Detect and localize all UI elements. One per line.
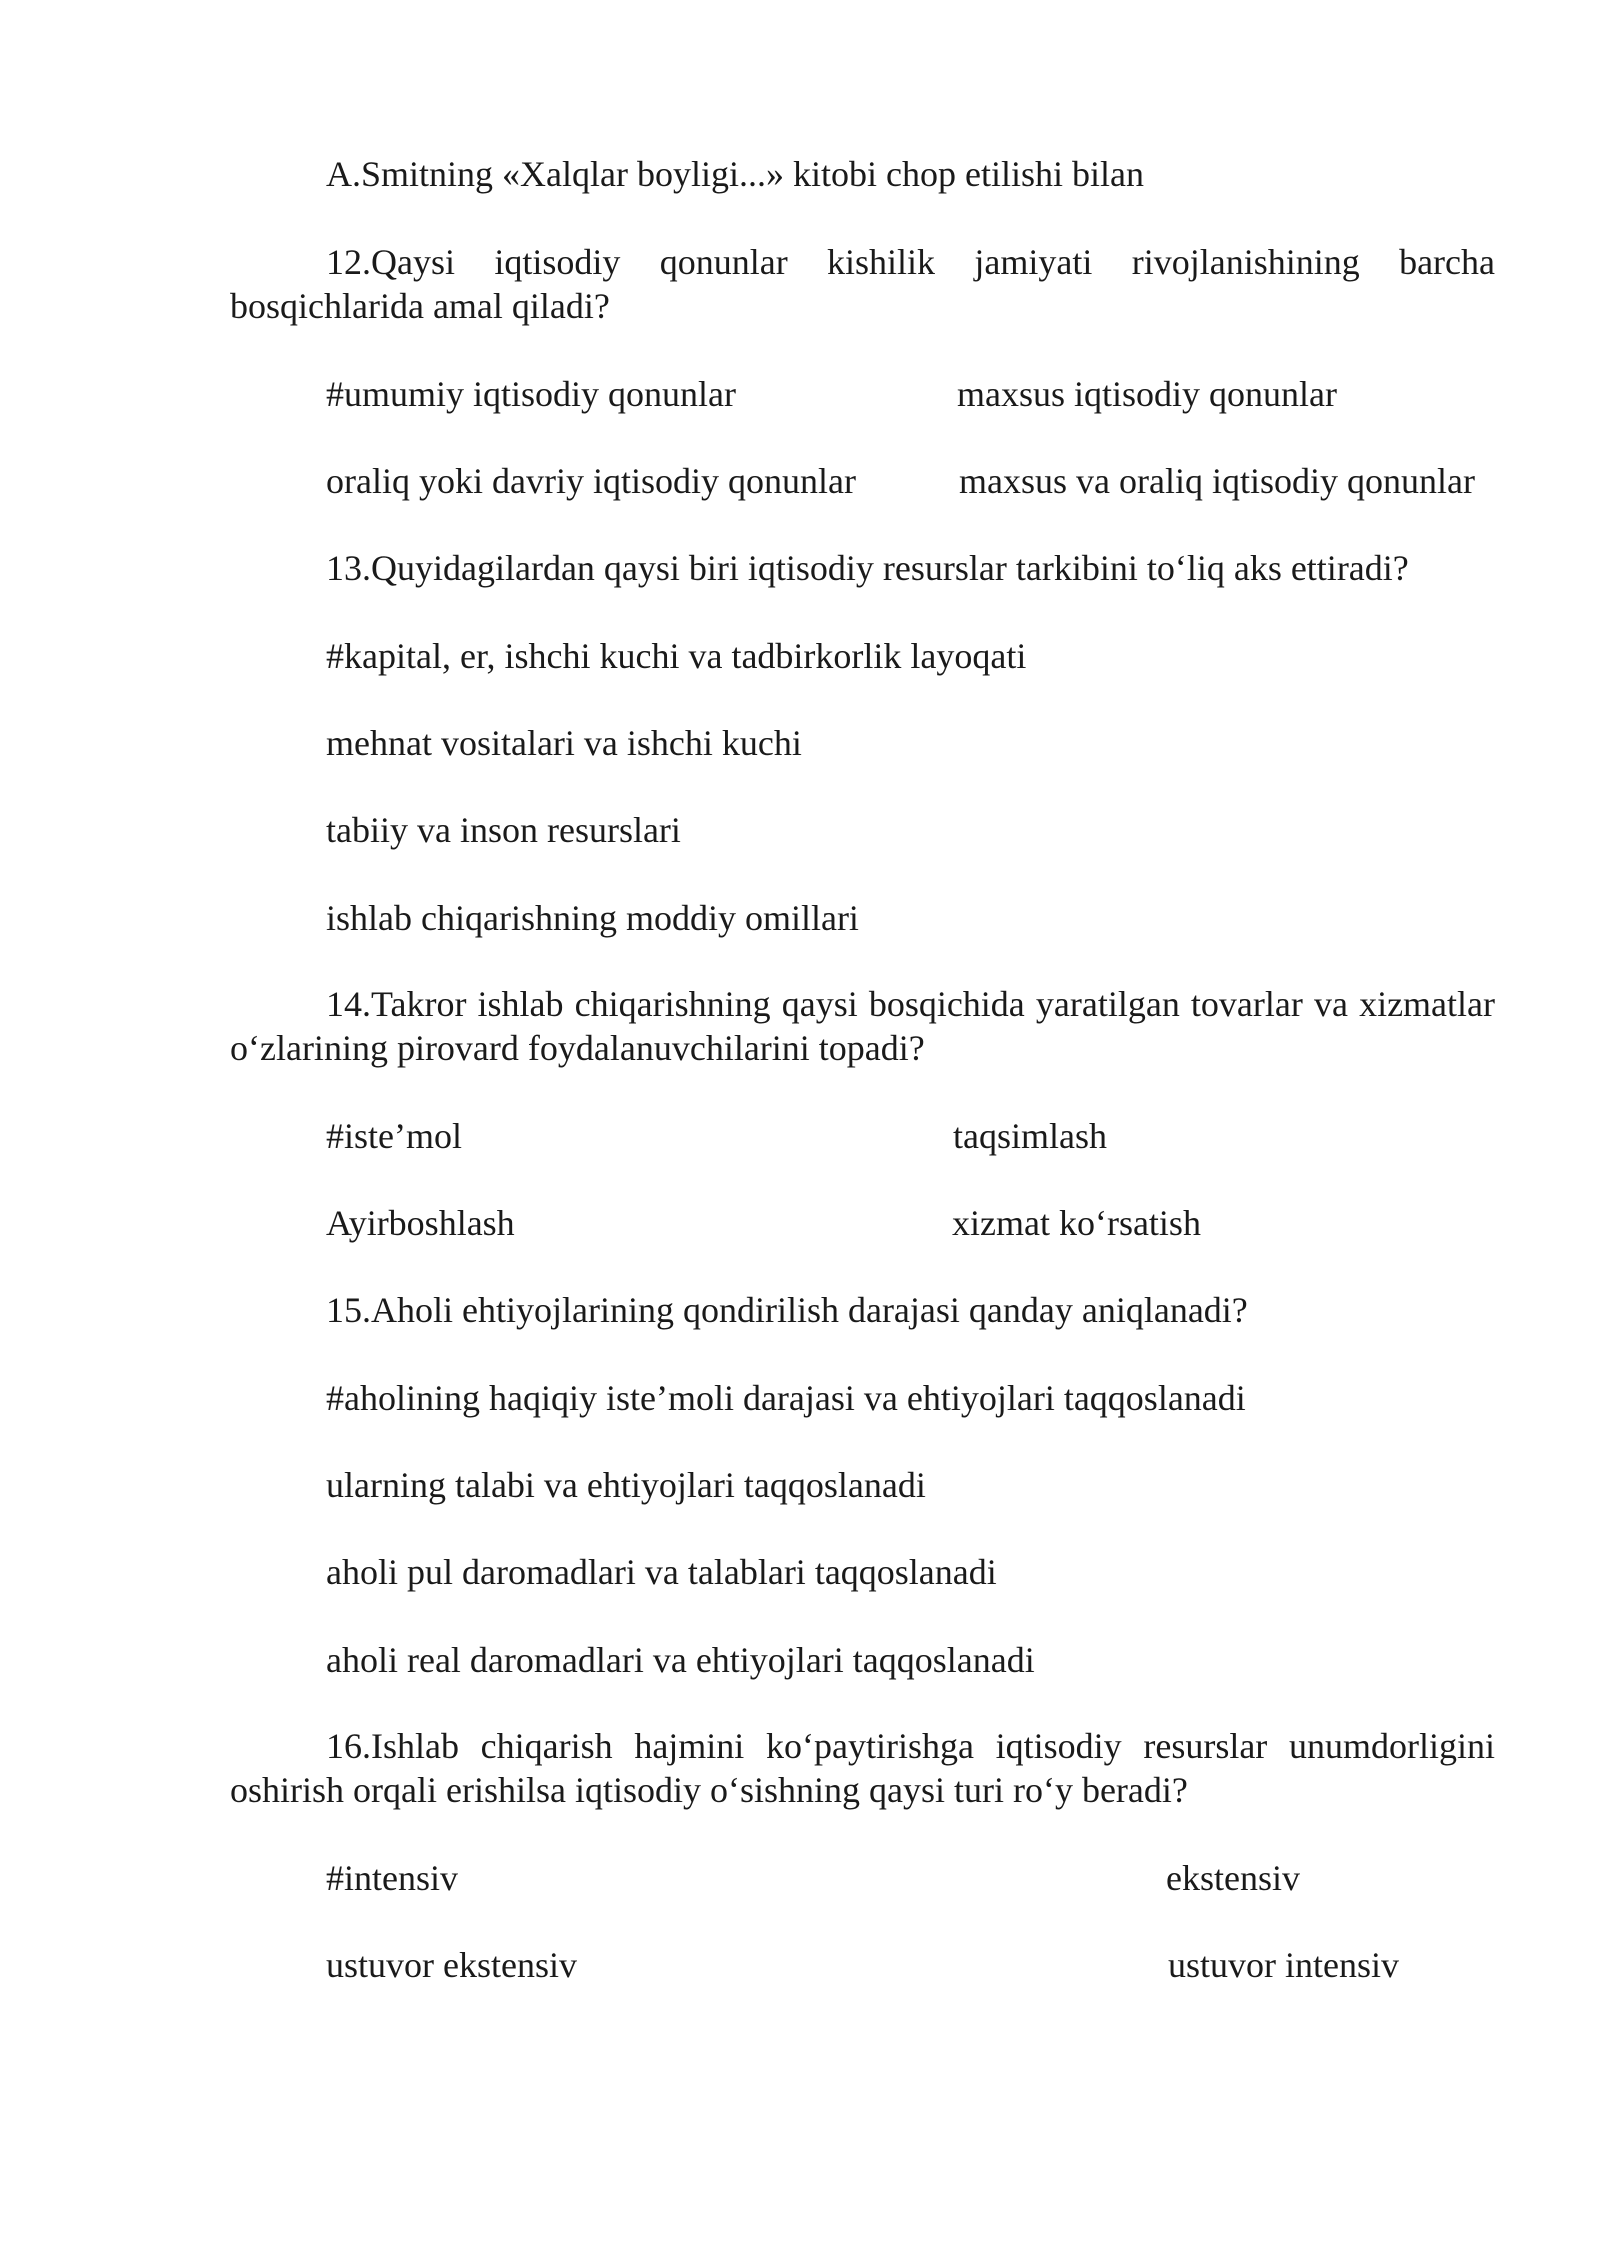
option-12-b: maxsus iqtisodiy qonunlar (957, 374, 1337, 414)
question-14-text: 14.Takror ishlab chiqarishning qaysi bosqichida yaratilgan tovarlar va xizmatlar o‘zlarining pirovard foydalanuvchilarini topadi? (230, 984, 1495, 1068)
option-13-c: tabiiy va inson resurslari (326, 810, 681, 850)
option-14-c: Ayirboshlash (326, 1203, 515, 1243)
question-14 (230, 982, 1495, 1070)
option-15-a: #aholining haqiqiy iste’moli darajasi va ehtiyojlari taqqoslanadi (326, 1378, 1246, 1418)
option-13-b: mehnat vositalari va ishchi kuchi (326, 723, 802, 763)
option-12-c: oraliq yoki davriy iqtisodiy qonunlar (326, 461, 856, 501)
question-15-text: 15.Aholi ehtiyojlarining qondirilish darajasi qanday aniqlanadi? (326, 1290, 1248, 1330)
question-16-text: 16.Ishlab chiqarish hajmini ko‘paytirishga iqtisodiy resurslar unumdorligini oshirish orqali erishilsa iqtisodiy o‘sishning qaysi turi ro‘y beradi? (230, 1726, 1495, 1810)
answer-line: A.Smitning «Xalqlar boyligi...» kitobi chop etilishi bilan (326, 154, 1144, 194)
option-16-a: #intensiv (326, 1858, 458, 1898)
option-14-d: xizmat ko‘rsatish (952, 1203, 1201, 1243)
option-15-b: ularning talabi va ehtiyojlari taqqoslanadi (326, 1465, 926, 1505)
option-15-d: aholi real daromadlari va ehtiyojlari taqqoslanadi (326, 1640, 1035, 1680)
option-14-a: #iste’mol (326, 1116, 462, 1156)
option-16-b: ekstensiv (1166, 1858, 1300, 1898)
question-12 (230, 240, 1495, 328)
option-15-c: aholi pul daromadlari va talablari taqqoslanadi (326, 1552, 997, 1592)
option-13-a: #kapital, er, ishchi kuchi va tadbirkorlik layoqati (326, 636, 1027, 676)
option-14-b: taqsimlash (953, 1116, 1107, 1156)
question-12-text: 12.Qaysi iqtisodiy qonunlar kishilik jamiyati rivojlanishining barcha bosqichlarida amal qiladi? (230, 242, 1495, 326)
question-16 (230, 1724, 1495, 1812)
option-13-d: ishlab chiqarishning moddiy omillari (326, 898, 859, 938)
option-16-d: ustuvor intensiv (1168, 1945, 1399, 1985)
option-16-c: ustuvor ekstensiv (326, 1945, 577, 1985)
option-12-d: maxsus va oraliq iqtisodiy qonunlar (959, 461, 1475, 501)
option-12-a: #umumiy iqtisodiy qonunlar (326, 374, 736, 414)
question-13-text: 13.Quyidagilardan qaysi biri iqtisodiy resurslar tarkibini to‘liq aks ettiradi? (326, 548, 1409, 588)
